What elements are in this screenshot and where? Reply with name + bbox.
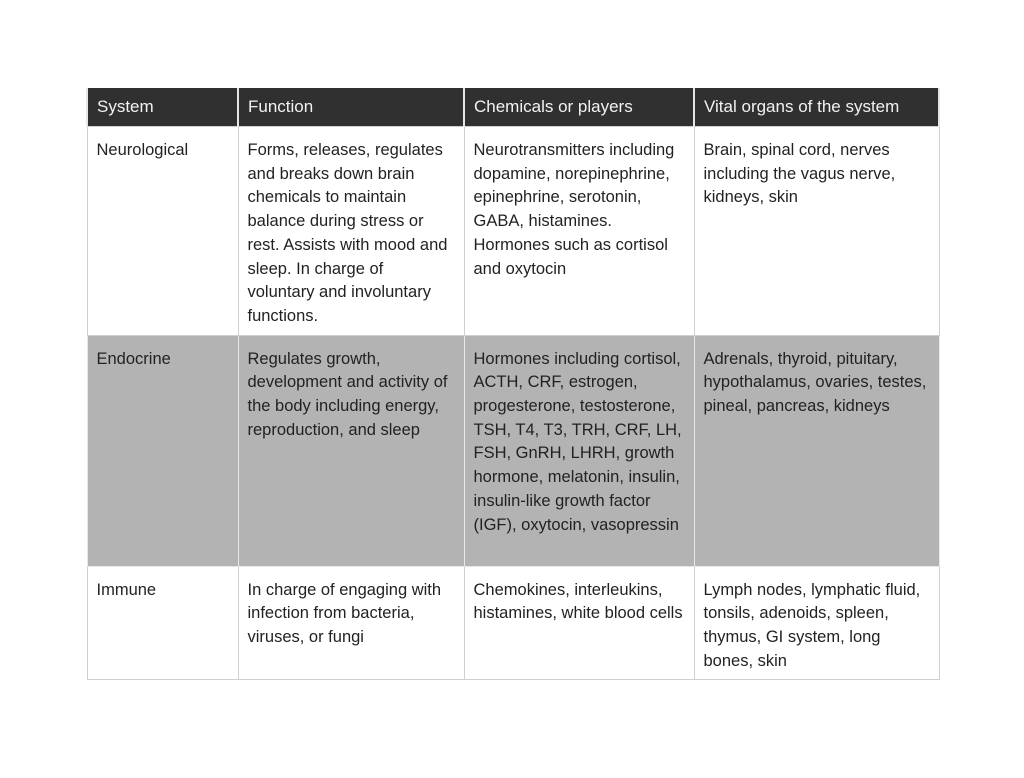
table-row: [87, 335, 939, 566]
body-systems-table: [86, 88, 940, 680]
cell-chemicals: Chemokines, interleukins, histamines, white blood cells: [464, 566, 694, 680]
cell-chemicals: Neurotransmitters including dopamine, norepinephrine, epinephrine, serotonin, GABA, histamines. Hormones such as cortisol and oxytocin: [464, 127, 694, 336]
cell-chemicals: Hormones including cortisol, ACTH, CRF, estrogen, progesterone, testosterone, TSH, T4, T3, TRH, CRF, LH, FSH, GnRH, LHRH, growth hormone, melatonin, insulin, insulin-like growth factor (IGF), oxytocin, vasopressin: [464, 335, 694, 566]
table-row: [87, 127, 939, 336]
header-organs: Vital organs of the system: [694, 88, 939, 127]
header-chemicals: Chemicals or players: [464, 88, 694, 127]
cell-system: Endocrine: [87, 335, 238, 566]
header-function: Function: [238, 88, 464, 127]
cell-organs: Lymph nodes, lymphatic fluid, tonsils, adenoids, spleen, thymus, GI system, long bones, skin: [694, 566, 939, 680]
cell-organs: Brain, spinal cord, nerves including the vagus nerve, kidneys, skin: [694, 127, 939, 336]
cell-system: Neurological: [87, 127, 238, 336]
table-row: [87, 566, 939, 680]
cell-function: Regulates growth, development and activity of the body including energy, reproduction, and sleep: [238, 335, 464, 566]
cell-function: In charge of engaging with infection from bacteria, viruses, or fungi: [238, 566, 464, 680]
header-system: System: [87, 88, 238, 127]
cell-organs: Adrenals, thyroid, pituitary, hypothalamus, ovaries, testes, pineal, pancreas, kidneys: [694, 335, 939, 566]
cell-system: Immune: [87, 566, 238, 680]
cell-function: Forms, releases, regulates and breaks down brain chemicals to maintain balance during stress or rest. Assists with mood and sleep. In charge of voluntary and involuntary functions.: [238, 127, 464, 336]
table-header-row: [87, 88, 939, 127]
